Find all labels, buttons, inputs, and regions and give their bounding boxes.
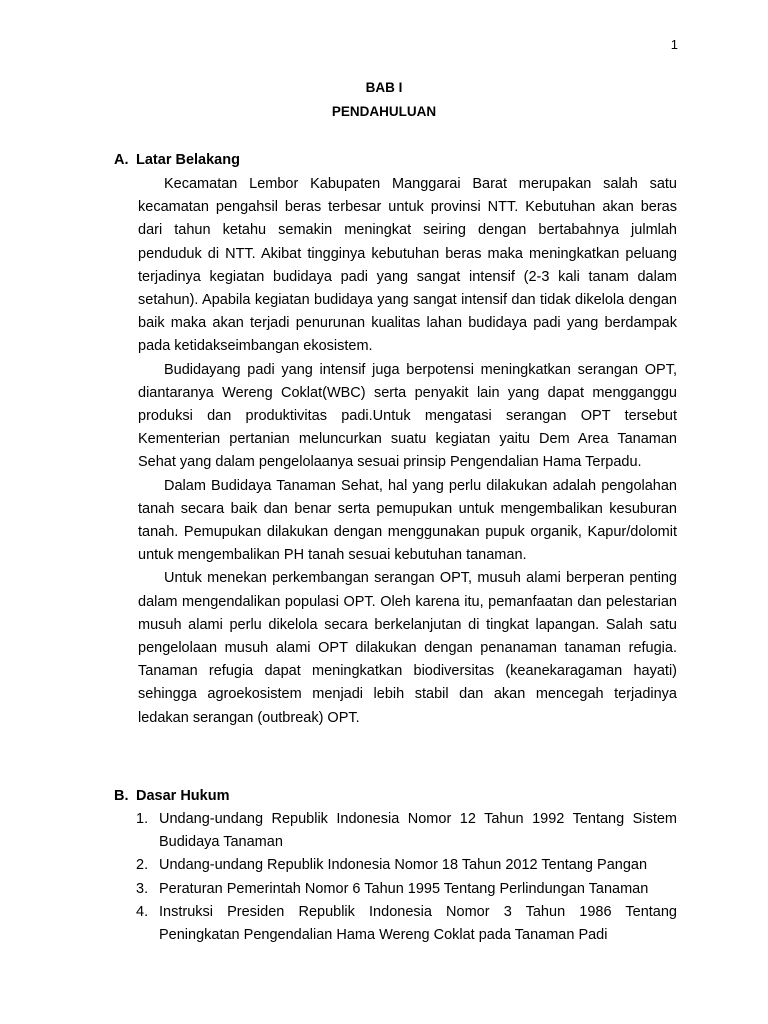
list-item-number: 1. bbox=[136, 811, 149, 827]
section-a-title: Latar Belakang bbox=[136, 152, 240, 168]
section-a-letter: A. bbox=[114, 152, 129, 168]
section-b-title: Dasar Hukum bbox=[136, 788, 230, 804]
list-item bbox=[136, 854, 677, 877]
list-item-number: 2. bbox=[136, 857, 149, 874]
list-item bbox=[136, 901, 677, 947]
legal-basis-list bbox=[136, 808, 677, 947]
list-item-text: Peraturan Pemerintah Nomor 6 Tahun 1995 Tentang Perlindungan Tanaman bbox=[159, 880, 649, 897]
paragraph: Kecamatan Lembor Kabupaten Manggarai Barat merupakan salah satu kecamatan pengahsil beras terbesar untuk provinsi NTT. Kebutuhan akan beras dari tahun ketahu semakin meningkat seiring dengan bertabahnya julmlah penduduk di NTT. Akibat tingginya kebutuhan beras maka meningkatkan peluang terjadinya kegiatan budidaya padi yang sangat intensif (2-3 kali tanam dalam setahun). Apabila kegiatan budidaya yang sangat intensif dan tidak dikelola dengan baik maka akan terjadi penurunan kualitas lahan budidaya padi yang berdampak pada ketidakseimbangan ekosistem. bbox=[138, 176, 677, 355]
section-a-heading bbox=[114, 152, 240, 168]
section-b-heading bbox=[114, 788, 229, 804]
list-item bbox=[136, 808, 677, 854]
list-item-text: Undang-undang Republik Indonesia Nomor 12 Tahun 1992 Tentang Sistem Budidaya Tanaman bbox=[159, 811, 677, 851]
list-item-text: Undang-undang Republik Indonesia Nomor 18 Tahun 2012 Tentang Pangan bbox=[159, 857, 648, 874]
chapter-label: BAB I bbox=[365, 80, 403, 95]
paragraph: Budidayang padi yang intensif juga berpotensi meningkatkan serangan OPT, diantaranya Wereng Coklat(WBC) serta penyakit lain yang dapat mengganggu produksi dan produktivitas padi.Untuk mengatasi serangan OPT tersebut Kementerian pertanian meluncurkan suatu kegiatan yaitu Dem Area Tanaman Sehat yang dalam pengelolaanya sesuai prinsip Pengendalian Hama Terpadu. bbox=[138, 361, 677, 471]
section-b-letter: B. bbox=[114, 788, 129, 804]
list-item-number: 4. bbox=[136, 903, 149, 920]
page-number: 1 bbox=[670, 37, 678, 52]
chapter-title: PENDAHULUAN bbox=[331, 104, 437, 119]
list-item-number: 3. bbox=[136, 880, 149, 897]
list-item bbox=[136, 878, 677, 901]
paragraph: Dalam Budidaya Tanaman Sehat, hal yang perlu dilakukan adalah pengolahan tanah secara baik dan benar serta pemupukan untuk mengembalikan kesuburan tanah. Pemupukan dilakukan dengan menggunakan pupuk organik, Kapur/dolomit untuk mengembalikan PH tanah sesuai kebutuhan tanaman. bbox=[138, 477, 677, 564]
paragraph: Untuk menekan perkembangan serangan OPT, musuh alami berperan penting dalam mengendalikan populasi OPT. Oleh karena itu, pemanfaatan dan pelestarian musuh alami perlu dikelola secara berkelanjutan di tingkat lapangan. Salah satu pengelolaan musuh alami OPT dilakukan dengan penanaman tanaman refugia. Tanaman refugia dapat meningkatkan biodiversitas (keanekaragaman hayati) sehingga agroekosistem menjadi lebih stabil dan akan mencegah terjadinya ledakan serangan (outbreak) OPT. bbox=[138, 570, 677, 726]
section-a-body bbox=[138, 173, 677, 730]
list-item-text: Instruksi Presiden Republik Indonesia Nomor 3 Tahun 1986 Tentang Peningkatan Pengendalian Hama Wereng Coklat pada Tanaman Padi bbox=[159, 903, 677, 944]
